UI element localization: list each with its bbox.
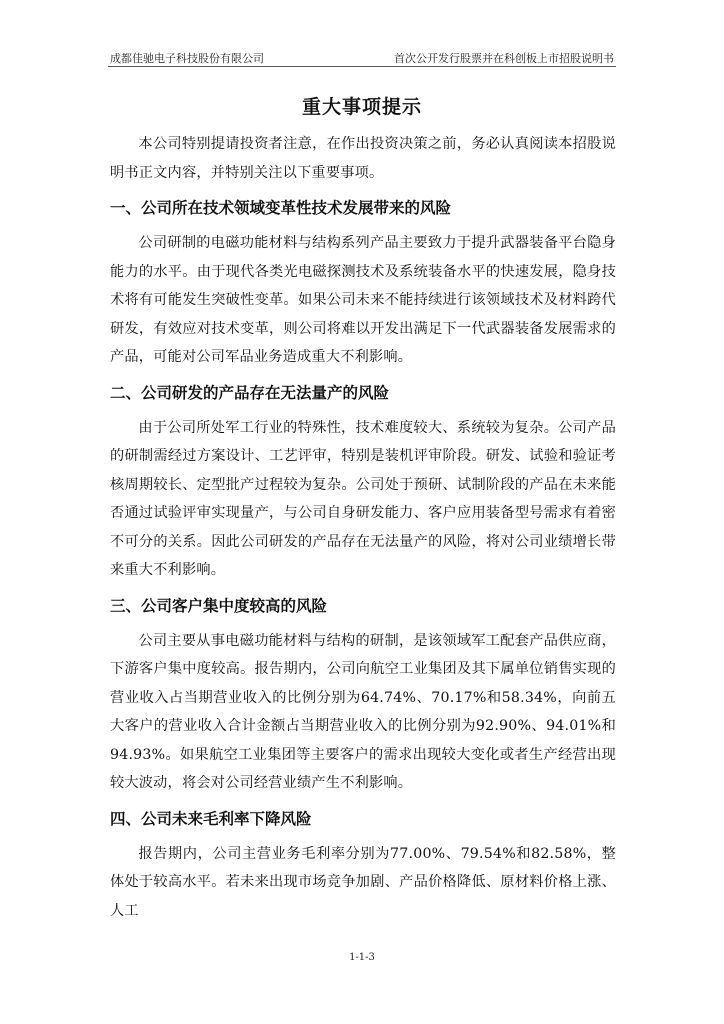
section-paragraph-1: 公司研制的电磁功能材料与结构系列产品主要致力于提升武器装备平台隐身能力的水平。由于现代各类光电磁探测技术及系统装备水平的快速发展，隐身技术将有可能发生突破性变革。如果公司未来不能持续进行该领域技术及材料跨代研发，有效应对技术变革，则公司将难以开发出满足下一代武器装备发展需求的产品，可能对公司军品业务造成重大不利影响。 [110,235,616,365]
page-title: 重大事项提示 [301,96,422,118]
section-heading-3: 三、公司客户集中度较高的风险 [110,596,328,615]
header-company-name: 成都佳驰电子科技股份有限公司 [110,52,264,65]
header-document-name: 首次公开发行股票并在科创板上市招股说明书 [394,52,614,65]
section-heading-2: 二、公司研发的产品存在无法量产的风险 [110,383,390,402]
section-paragraph-3: 公司主要从事电磁功能材料与结构的研制，是该领域军工配套产品供应商，下游客户集中度较高。报告期内，公司向航空工业集团及其下属单位销售实现的营业收入占当期营业收入的比例分别为64.74%、70.17%和58.34%，向前五大客户的营业收入合计金额占当期营业收入的比例分别为92.90%、94.01%和94.93%。如果航空工业集团等主要客户的需求出现较大变化或者生产经营出现较大波动，将会对公司经营业绩产生不利影响。 [110,632,616,791]
section-paragraph-2: 由于公司所处军工行业的特殊性，技术难度较大、系统较为复杂。公司产品的研制需经过方案设计、工艺评审，特别是装机评审阶段。研发、试验和验证考核周期较长、定型批产过程较为复杂。公司处于预研、试制阶段的产品在未来能否通过试验评审实现量产，与公司自身研发能力、客户应用装备型号需求有着密不可分的关系。因此公司研发的产品存在无法量产的风险，将对公司业绩增长带来重大不利影响。 [110,419,616,578]
section-paragraph-4: 报告期内，公司主营业务毛利率分别为77.00%、79.54%和82.58%，整体处于较高水平。若未来出现市场竞争加剧、产品价格降低、原材料价格上涨、人工 [110,845,616,919]
page-header [108,50,616,67]
intro-paragraph: 本公司特别提请投资者注意，在作出投资决策之前，务必认真阅读本招股说明书正文内容，并特别关注以下重要事项。 [110,136,616,181]
section-heading-1: 一、公司所在技术领域变革性技术发展带来的风险 [110,199,452,217]
document-body [110,130,616,925]
section-heading-4: 四、公司未来毛利率下降风险 [110,809,312,828]
page-number: 1-1-3 [349,952,375,963]
